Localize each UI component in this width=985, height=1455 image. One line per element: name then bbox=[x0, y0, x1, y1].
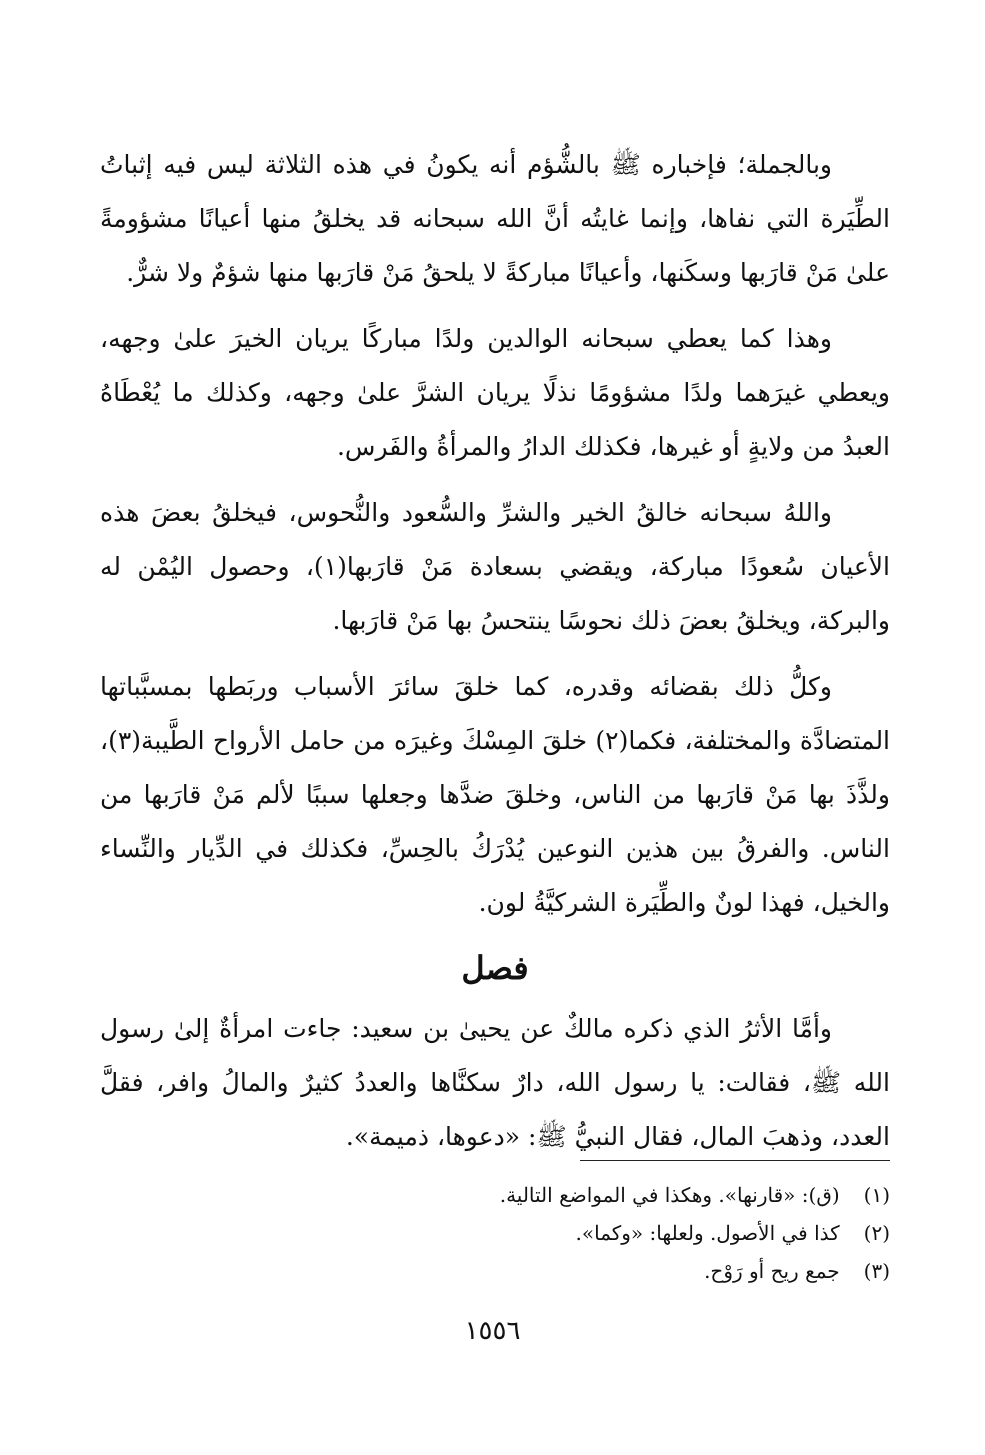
footnote-divider bbox=[580, 1160, 890, 1161]
footnote-text: جمع ريح أو رَوْح. bbox=[704, 1259, 840, 1283]
page-body bbox=[100, 138, 890, 1176]
section-paragraph: وأمَّا الأثرُ الذي ذكره مالكٌ عن يحيىٰ بن سعيد: جاءت امرأةٌ إلىٰ رسول الله ﷺ، فقالت: يا رسول الله، دارٌ سكنَّاها والعددُ كثيرٌ والمالُ وافر، فقلَّ العدد، وذهبَ المال، فقال النبيُّ ﷺ: «دعوها، ذميمة». bbox=[100, 1014, 890, 1151]
footnote-2 bbox=[100, 1214, 890, 1252]
footnote-number: (٢) bbox=[863, 1221, 890, 1245]
page-number: ١٥٥٦ bbox=[464, 1316, 521, 1346]
paragraph-2: وهذا كما يعطي سبحانه الوالدين ولدًا مباركًا يريان الخيرَ علىٰ وجهه، ويعطي غيرَهما ولدًا مشؤومًا نذلًا يريان الشرَّ علىٰ وجهه، وكذلك ما يُعْطَاهُ العبدُ من ولايةٍ أو غيرها، فكذلك الدارُ والمرأةُ والفَرس. bbox=[100, 324, 890, 461]
paragraph-4: وكلُّ ذلك بقضائه وقدره، كما خلقَ سائرَ الأسباب وربَطها بمسبَّباتها المتضادَّة والمختلفة، فكما(٢) خلقَ المِسْكَ وغيرَه من حامل الأرواح الطَّيبة(٣)، ولذَّذَ بها مَنْ قارَبها من الناس، وخلقَ ضدَّها وجعلها سببًا لألم مَنْ قارَبها من الناس. والفرقُ بين هذين النوعين يُدْرَكُ بالحِسِّ، فكذلك في الدِّيار والنِّساء والخيل، فهذا لونٌ والطِّيَرة الشركيَّةُ لون. bbox=[100, 672, 891, 917]
footnote-text: (ق): «قارنها». وهكذا في المواضع التالية. bbox=[499, 1183, 840, 1207]
footnotes bbox=[100, 1176, 890, 1290]
footnote-3 bbox=[100, 1252, 890, 1290]
footnote-text: كذا في الأصول. ولعلها: «وكما». bbox=[575, 1221, 840, 1245]
footnote-number: (١) bbox=[863, 1183, 890, 1207]
section-heading: فصل bbox=[461, 949, 529, 987]
footnote-number: (٣) bbox=[863, 1259, 890, 1283]
paragraph-3: واللهُ سبحانه خالقُ الخير والشرِّ والسُّعود والنُّحوس، فيخلقُ بعضَ هذه الأعيان سُعودًا مباركة، ويقضي بسعادة مَنْ قارَبها(١)، وحصول اليُمْن له والبركة، ويخلقُ بعضَ ذلك نحوسًا ينتحسُ بها مَنْ قارَبها. bbox=[100, 498, 891, 635]
paragraph-1: وبالجملة؛ فإخباره ﷺ بالشُّؤم أنه يكونُ في هذه الثلاثة ليس فيه إثباتُ الطِّيَرة التي نفاها، وإنما غايتُه أنَّ الله سبحانه قد يخلقُ منها أعيانًا مشؤومةً علىٰ مَنْ قارَبها وسكَنها، وأعيانًا مباركةً لا يلحقُ مَنْ قارَبها منها شؤمٌ ولا شرٌّ. bbox=[100, 150, 890, 287]
footnote-1 bbox=[100, 1176, 890, 1214]
